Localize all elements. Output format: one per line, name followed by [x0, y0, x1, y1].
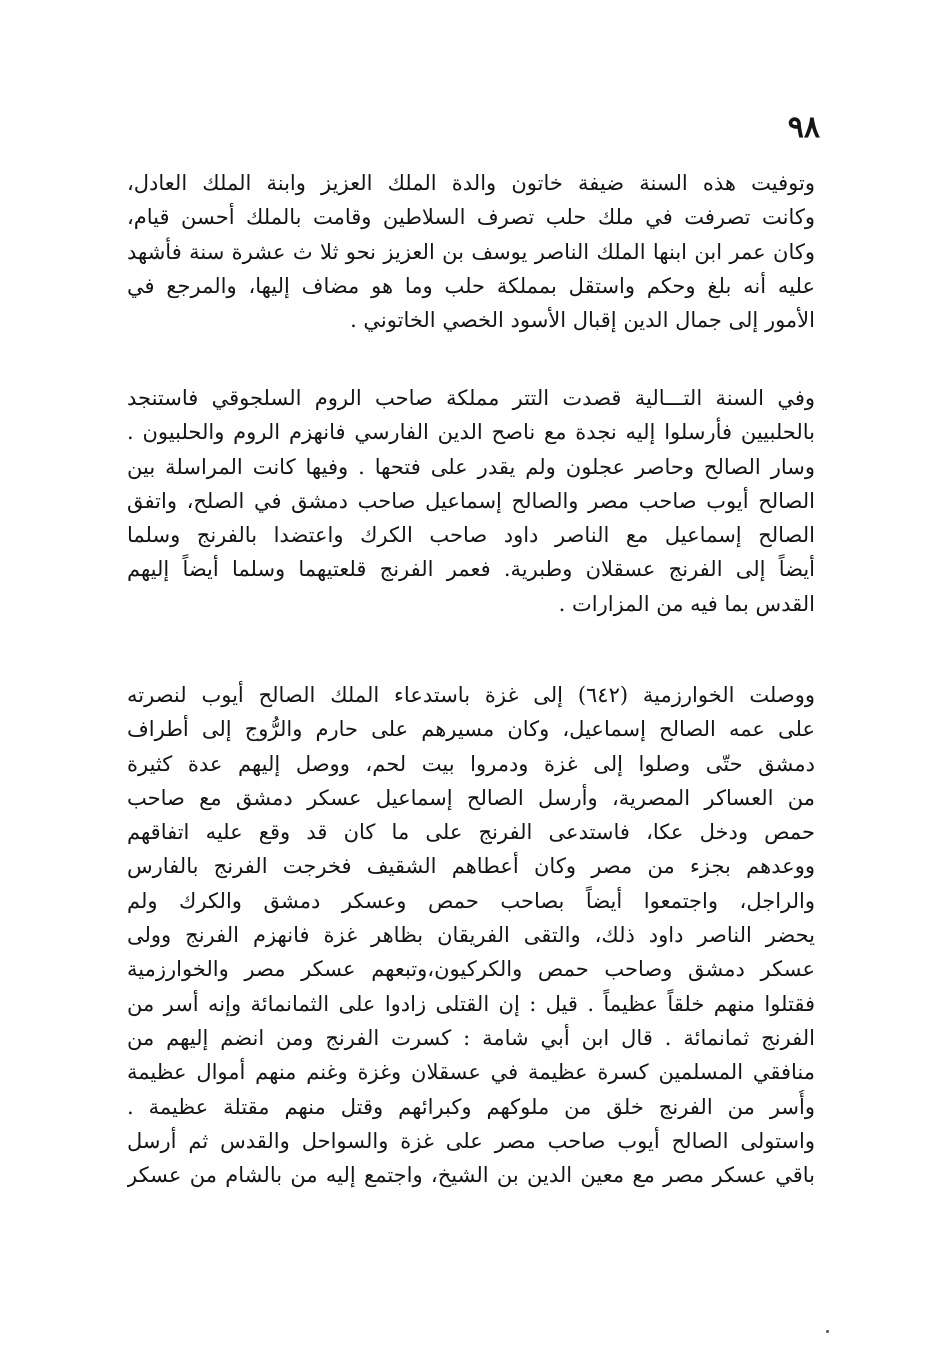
text-line: الصالح أيوب صاحب مصر والصالح إسماعيل صاحب دمشق في الصلح، واتفق: [127, 488, 815, 513]
text-line: يحضر الناصر داود ذلك، والتقى الفريقان بظاهر غزة فانهزم الفرنج وولى: [127, 923, 815, 948]
text-line: ووصلت الخوارزمية (٦٤٢) إلى غزة باستدعاء الملك الصالح أيوب لنصرته: [127, 683, 815, 707]
page-number: ٩٨: [787, 110, 820, 145]
text-line: من العساكر المصرية، وأرسل الصالح إسماعيل عسكر دمشق مع صاحب: [127, 785, 815, 810]
text-line: وأُسر من الفرنج خلق من ملوكهم وكبرائهم وقتل منهم مقتلة عظيمة .: [127, 1094, 815, 1119]
text-line: وكان عمر ابن ابنها الملك الناصر يوسف بن العزيز نحو ثلا ث عشرة سنة فأشهد: [127, 239, 815, 264]
text-line: على عمه الصالح إسماعيل، وكان مسيرهم على حارم والرُّوج إلى أطراف: [127, 717, 815, 742]
text-line: ووعدهم بجزء من مصر وكان أعطاهم الشقيف فخرجت الفرنج بالفارس: [127, 854, 815, 879]
text-line: فقتلوا منهم خلقاً عظيماً . قيل : إن القتلى زادوا على الثمانمائة وإنه أسر من: [127, 991, 815, 1016]
text-line: وتوفيت هذه السنة ضيفة خاتون والدة الملك العزيز وابنة الملك العادل،: [127, 171, 815, 195]
text-line: القدس بما فيه من المزارات .: [558, 591, 815, 616]
text-line: بالحلبيين فأرسلوا إليه نجدة مع ناصح الدين الفارسي فانهزم الروم والحلبيون .: [127, 420, 815, 445]
text-line: والراجل، واجتمعوا أيضاً بصاحب حمص وعسكر دمشق والكرك ولم: [127, 888, 815, 913]
text-line: الفرنج ثمانمائة . قال ابن أبي شامة : كسرت الفرنج ومن انضم إليهم من: [127, 1025, 815, 1050]
text-line: واستولى الصالح أيوب صاحب مصر على غزة والسواحل والقدس ثم أرسل: [127, 1128, 815, 1153]
text-line: عليه أنه بلغ وحكم واستقل بمملكة حلب وما هو مضاف إليها، والمرجع في: [127, 273, 815, 298]
text-line: منافقي المسلمين كسرة عظيمة في عسقلان وغزة وغنم منهم أموال عظيمة: [127, 1060, 815, 1085]
text-line: الصالح إسماعيل مع الناصر داود صاحب الكرك واعتضدا بالفرنج وسلما: [127, 523, 815, 548]
text-line: وفي السنة التـــالية قصدت التتر مملكة صاحب الروم السلجوقي فاستنجد: [127, 386, 815, 410]
text-line: دمشق حتّى وصلوا إلى غزة ودمروا بيت لحم، ووصل إليهم عدة كثيرة: [127, 751, 815, 776]
text-line: حمص ودخل عكا، فاستدعى الفرنج على ما كان قد وقع عليه اتفاقهم: [127, 820, 815, 845]
scan-speck: [826, 1330, 829, 1333]
paragraph-2: [127, 381, 815, 621]
text-line: الأمور إلى جمال الدين إقبال الأسود الخصي الخاتوني .: [350, 308, 815, 333]
text-line: وسار الصالح وحاصر عجلون ولم يقدر على فتحها . وفيها كانت المراسلة بين: [127, 454, 815, 479]
text-line: وكانت تصرفت في ملك حلب تصرف السلاطين وقامت بالملك أحسن قيام،: [127, 205, 815, 230]
text-line: عسكر دمشق وصاحب حمص والكركيون،وتبعهم عسكر مصر والخوارزمية: [127, 957, 815, 982]
paragraph-3: [127, 678, 815, 1192]
paragraph-1: [127, 166, 815, 337]
text-line: باقي عسكر مصر مع معين الدين بن الشيخ، واجتمع إليه من بالشام من عسكر: [127, 1163, 815, 1188]
text-line: أيضاً إلى الفرنج عسقلان وطبرية. فعمر الفرنج قلعتيهما وسلما أيضاً إليهم: [127, 557, 815, 582]
